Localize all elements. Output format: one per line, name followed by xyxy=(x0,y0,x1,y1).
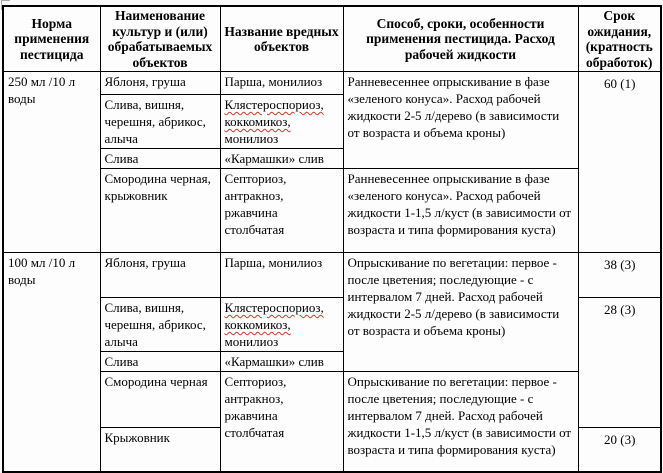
cell-waiting-s2-gooseberry: 20 (3) xyxy=(578,428,661,472)
table-row xyxy=(3,372,661,428)
header-method: Способ, сроки, особенности применения пестицида. Расход рабочей жидкости xyxy=(343,6,578,72)
cell-waiting-s2-stone: 28 (3) xyxy=(578,298,661,428)
cell-crops-s2-apple-pear: Яблоня, груша xyxy=(100,253,220,298)
cell-crops-s1-stone-fruit: Слива, вишня, черешня, абрикос, алыча xyxy=(100,95,220,149)
header-pests: Название вредных объектов xyxy=(220,6,343,72)
pest-word: монилиоз xyxy=(224,131,279,146)
header-row xyxy=(3,6,661,72)
cell-pests-s1-septoria: Септориоз, антракноз, ржавчина столбчатая xyxy=(220,169,343,253)
cell-waiting-s1: 60 (1) xyxy=(578,72,661,253)
cell-crops-s1-currant-gooseberry: Смородина черная, крыжовник xyxy=(100,169,220,253)
cell-rate-section2: 100 мл /10 л воды xyxy=(3,253,100,472)
cell-pests-s2-clasterosporium xyxy=(220,298,343,352)
cell-pests-s1-pockets: «Кармашки» слив xyxy=(220,149,343,169)
table-row xyxy=(3,169,661,253)
cell-crops-s2-gooseberry: Крыжовник xyxy=(100,428,220,472)
cell-crops-s2-stone-fruit: Слива, вишня, черешня, абрикос, алыча xyxy=(100,298,220,352)
table-row xyxy=(3,72,661,95)
misspelled-word: Клястероспориоз, xyxy=(224,97,324,112)
cell-crops-s1-apple-pear: Яблоня, груша xyxy=(100,72,220,95)
cell-waiting-s2-apple: 38 (3) xyxy=(578,253,661,298)
cell-pests-s2-septoria: Септориоз, антракноз, ржавчина столбчатая xyxy=(220,372,343,472)
cell-rate-section1: 250 мл /10 л воды xyxy=(3,72,100,253)
pest-word: монилиоз xyxy=(224,334,279,349)
cell-crops-s2-plum: Слива xyxy=(100,352,220,372)
header-crops: Наименование культур и (или) обрабатываемых объектов xyxy=(100,6,220,72)
cell-method-s1-trees: Ранневесеннее опрыскивание в фазе «зеленого конуса». Расход рабочей жидкости 2-5 л/дерево (в зависимости от возраста и объема кроны) xyxy=(343,72,578,169)
header-rate: Норма применения пестицида xyxy=(3,6,100,72)
misspelled-word: Клястероспориоз, xyxy=(224,300,324,315)
misspelled-word: коккомикоз, xyxy=(224,317,291,332)
misspelled-word: коккомикоз, xyxy=(224,114,291,129)
table-row xyxy=(3,253,661,298)
cell-crops-s1-plum: Слива xyxy=(100,149,220,169)
cell-pests-s2-scab: Парша, монилиоз xyxy=(220,253,343,298)
cell-method-s2-bushes: Опрыскивание по вегетации: первое - после цветения; последующие - с интервалом 7 дней. Расход рабочей жидкости 1-1,5 л/куст (в зависимости от возраста и типа формирования куста) xyxy=(343,372,578,472)
pesticide-application-table xyxy=(2,5,662,473)
cell-pests-s1-clasterosporium xyxy=(220,95,343,149)
cell-method-s2-trees: Опрыскивание по вегетации: первое - после цветения; последующие - с интервалом 7 дней. Расход рабочей жидкости 2-5 л/дерево (в зависимости от возраста и объема кроны) xyxy=(343,253,578,372)
cell-crops-s2-currant: Смородина черная xyxy=(100,372,220,428)
header-waiting: Срок ожидания, (кратность обработок) xyxy=(578,6,661,72)
cell-method-s1-bushes: Ранневесеннее опрыскивание в фазе «зеленого конуса». Расход рабочей жидкости 1-1,5 л/куст (в зависимости от возраста и типа формирования куста) xyxy=(343,169,578,253)
cell-pests-s2-pockets: «Кармашки» слив xyxy=(220,352,343,372)
cell-pests-s1-scab: Парша, монилиоз xyxy=(220,72,343,95)
